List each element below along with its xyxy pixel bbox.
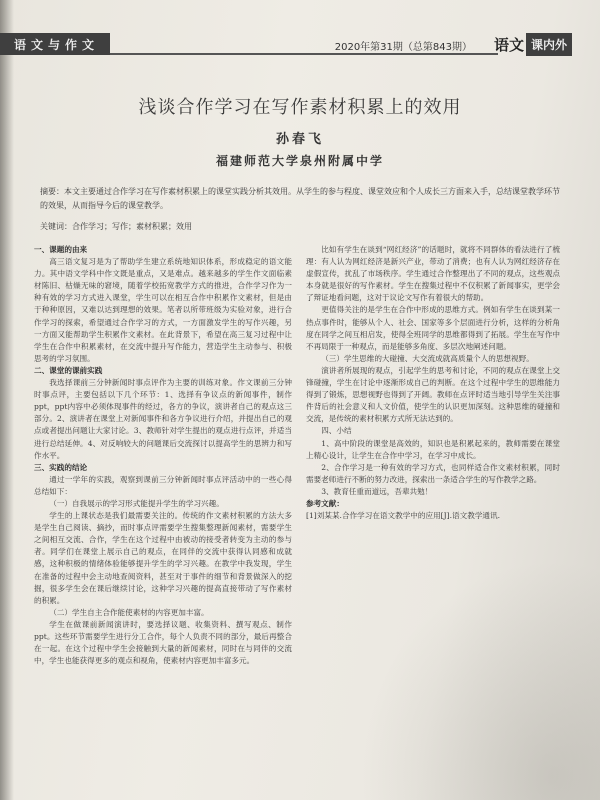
- body-paragraph: 通过一学年的实践，观察到课前三分钟新闻时事点评活动中的一些心得总结如下：: [34, 474, 292, 496]
- article-title: 浅谈合作学习在写作素材积累上的效用: [138, 97, 462, 118]
- abstract: 摘要：本文主要通过合作学习在写作素材积累上的课堂实践分析其效用。从学生的参与程度、课堂效应和个人成长三方面来入手，总结课堂教学环节的效果，从而指导今后的课堂教学。: [40, 187, 560, 210]
- journal-logo-part-2: 课内外: [526, 33, 572, 56]
- section-heading: 三、实践的结论: [34, 462, 88, 472]
- journal-logo-part-1: 语文: [494, 35, 525, 54]
- reference-entry: [1]刘某某.合作学习在语文教学中的应用[J].语文教学通讯.: [306, 511, 501, 521]
- body-paragraph: 更值得关注的是学生在合作中形成的思维方式。例如有学生在谈到某一热点事件时，能够从个人、社会、国家等多个层面进行分析，这样的分析角度在同学之间互相启发，使得全班同学的思维都得到了拓展。学生在写作中不再局限于一种观点，而是能够多角度、多层次地阐述问题。: [306, 305, 560, 351]
- journal-logo: [488, 32, 600, 56]
- body-paragraph: 2、合作学习是一种有效的学习方式，也同样适合作文素材积累，同时需要老师进行不断的努力改进，探索出一条适合学生的写作教学之路。: [306, 462, 560, 484]
- body-paragraph: 1、高中阶段的课堂是高效的，知识也是积累起来的，教师需要在课堂上精心设计，让学生在合作中学习，在学习中成长。: [306, 438, 560, 460]
- issue-number: 2020年第31期（总第843期）: [334, 42, 472, 53]
- body-paragraph: （一）自我展示的学习形式能提升学生的学习兴趣。: [49, 498, 224, 508]
- body-paragraph: 学生的上课状态是我们最需要关注的。传统的作文素材积累的方法大多是学生自己阅读、摘抄，而时事点评需要学生搜集整理新闻素材，需要学生之间相互交流、合作，学生在这个过程中由被动的接受者转变为主动的参与者。同学们在课堂上展示自己的观点，在同伴的交流中获得认同感和成就感，这种积极的情绪体验能够提升学生的学习兴趣。在教学中我发现，学生在准备的过程中会主动地查阅资料，甚至对于事件的细节和背景做深入的挖掘，很多学生会在课后继续讨论，这种学习兴趣的提高直接带动了写作素材的积累。: [34, 511, 292, 605]
- body-paragraph: 学生在做课前新闻演讲时，要选择议题、收集资料、撰写观点、制作ppt。这些环节需要学生进行分工合作，每个人负责不同的部分，最后再整合在一起。在这个过程中学生会接触到大量的新闻素材，同时在与同伴的交流中，学生也能获得更多的观点和视角，使素材内容更加丰富多元。: [34, 619, 292, 666]
- binding-shadow: [0, 0, 14, 800]
- body-paragraph: 高三语文复习是为了帮助学生建立系统地知识体系，形成稳定的语文能力。其中语文学科中作文既是重点，又是难点。越来越多的学生作文面临素材陈旧、枯燥无味的窘境，随着学校拓宽教学方式的推进，合作学习作为一种有效的学习方式进入课堂，学生可以在相互合作中积累作文素材，但是由于种种原因，又难以达到理想的效果。笔者以所带班级为实验对象，进行合作学习的探索，希望通过合作学习的方式，一方面激发学生的写作兴趣，另一方面又能帮助学生积累作文素材。在此背景下，希望在高三复习过程中让学生在合作中积累素材，在交流中提升写作能力，营造学生主动参与、积极思考的学习氛围。: [34, 257, 292, 363]
- body-column-right: [306, 244, 560, 522]
- body-paragraph: 四、小结: [321, 426, 352, 436]
- column-tag-text: 语文与作文: [14, 37, 100, 52]
- body-paragraph: 我选择课前三分钟新闻时事点评作为主要的训练对象。作文课前三分钟时事点评，主要包括以下几个环节：1、选择有争议点的新闻事件，制作ppt，ppt内容中必须体现事件的经过，各方的争议，演讲者自己的观点这三部分。2、演讲者在课堂上对新闻事件和各方争议进行介绍，并提出自己的观点或者提出问题让大家讨论。3、教师针对学生提出的观点进行点评，并适当进行总结延伸。4、对反响较大的问题课后交流探讨以提高学生的思辨力和写作水平。: [34, 378, 292, 460]
- author-affiliation: 福建师范大学泉州附属中学: [215, 154, 384, 168]
- article-author: 孙春飞: [275, 132, 324, 147]
- body-paragraph: 比如有学生在谈到“网红经济”的话题时，就将不同群体的看法进行了梳理：有人认为网红经济是新兴产业，带动了消费；也有人认为网红经济存在虚假宣传，扰乱了市场秩序。学生通过合作整理出了不同的观点，这些观点本身就是很好的写作素材。学生在搜集过程中不仅积累了新闻事实，更学会了辩证地看问题，这对于议论文写作有着很大的帮助。: [306, 245, 560, 303]
- body-paragraph: 3、教育任重而道远，吾辈共勉！: [321, 486, 433, 496]
- keywords: 关键词：合作学习；写作；素材积累；效用: [40, 222, 192, 231]
- section-heading: 二、课堂的课前实践: [34, 365, 103, 375]
- body-paragraph: （二）学生自主合作能使素材的内容更加丰富。: [49, 607, 209, 617]
- section-heading: 一、课题的由来: [34, 245, 88, 254]
- body-column-left: [34, 244, 292, 667]
- body-paragraph: 演讲者所展现的观点，引起学生的思考和讨论，不同的观点在课堂上交锋碰撞，学生在讨论中逐渐形成自己的判断。在这个过程中学生的思维能力得到了锻炼，思想视野也得到了开阔。教师在点评时适当地引导学生关注事件背后的社会意义和人文价值，使学生的认识更加深刻。这种思维的碰撞和交流，是传统的素材积累方式所无法达到的。: [306, 365, 560, 424]
- body-paragraph: （三）学生思维的大碰撞、大交流成就高质量个人的思想视野。: [321, 353, 534, 363]
- header-rule: [110, 53, 498, 55]
- lighting-shadow: [360, 560, 600, 800]
- column-tag: [0, 33, 110, 55]
- section-heading: 参考文献：: [306, 498, 344, 508]
